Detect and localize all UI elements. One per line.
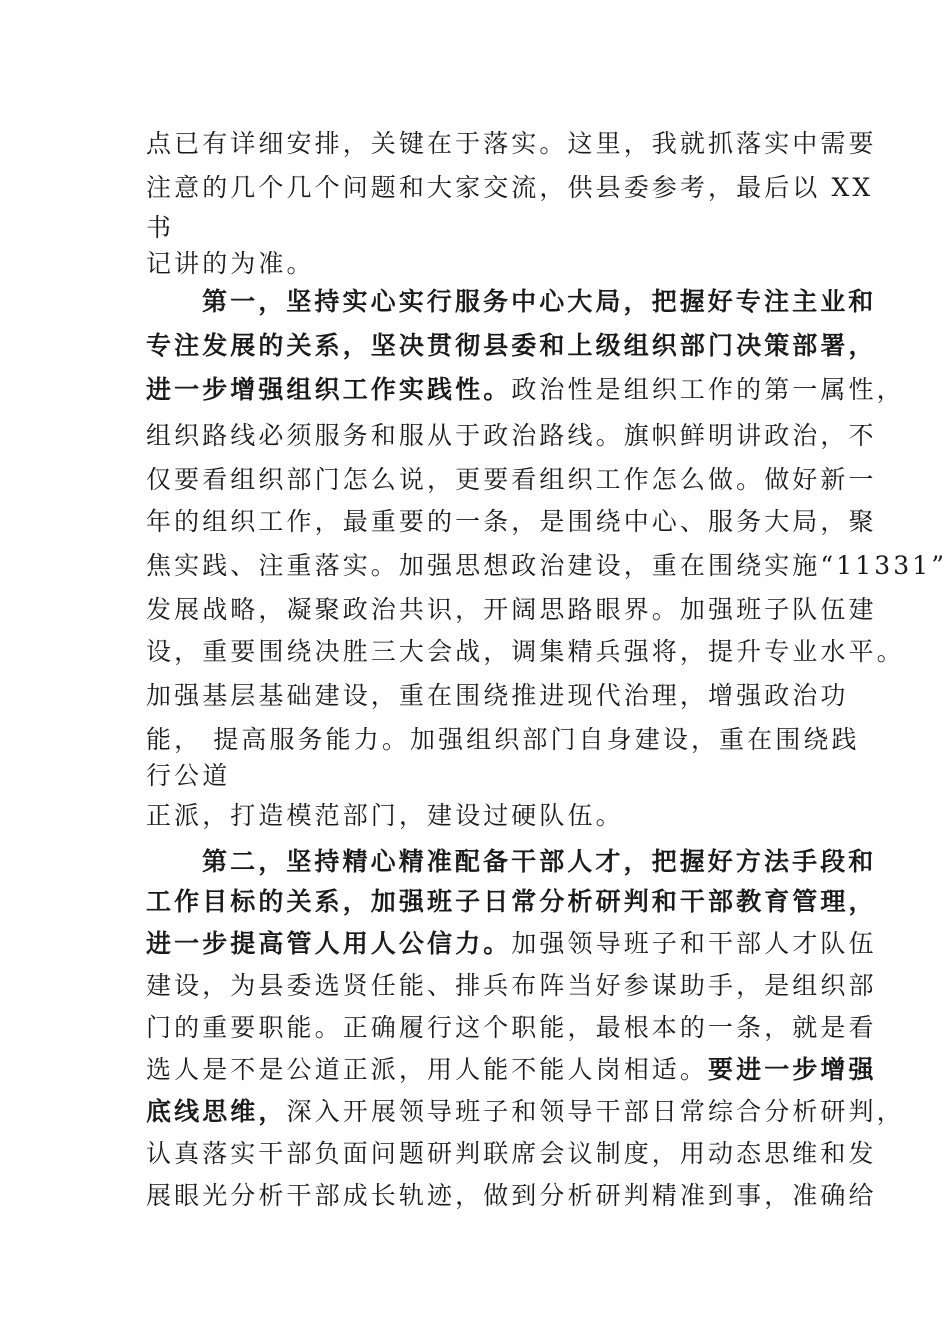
text-span: 发展战略，凝聚政治共识，开阔思路眼界。加强班子队伍建: [146, 595, 877, 624]
text-span: 点已有详细安排，关键在于落实。这里，我就抓落实中需要: [146, 129, 877, 158]
text-span: 正派，打造模范部门，建设过硬队伍。: [146, 801, 624, 830]
text-line: [146, 928, 877, 960]
heading-line: [146, 330, 877, 362]
text-line: [146, 1138, 877, 1170]
bold-span: 要进一步增强: [708, 1055, 877, 1084]
text-line: [146, 550, 947, 582]
heading-line: [202, 846, 876, 878]
bold-span: 第一，坚持实心实行服务中心大局，把握好专注主业和: [202, 287, 877, 316]
text-line: [146, 172, 873, 204]
bold-span: 底线思维，: [146, 1097, 287, 1126]
text-line: [146, 1054, 877, 1086]
text-span: 注意的几个几个问题和大家交流，供县委参考，最后以 XX: [146, 173, 874, 202]
text-line: [146, 464, 877, 496]
text-line: [146, 760, 230, 792]
bold-span: 进一步增强组织工作实践性。: [146, 375, 512, 404]
text-line: [146, 212, 174, 244]
text-line: [146, 724, 860, 756]
text-span: 焦实践、注重落实。加强思想政治建设，重在围绕实施“11331”: [146, 551, 948, 580]
text-line: [146, 248, 315, 280]
text-span: 选人是不是公道正派，用人能不能人岗相适。: [146, 1055, 709, 1084]
text-span: 建设，为县委选贤任能、排兵布阵当好参谋助手，是组织部: [146, 971, 877, 1000]
text-span: 政治性是组织工作的第一属性，: [511, 375, 905, 404]
text-span: 书: [146, 213, 175, 242]
text-line: [146, 1096, 905, 1128]
text-line: [146, 636, 905, 668]
text-span: 能， 提高服务能力。加强组织部门自身建设，重在围绕践: [146, 725, 860, 754]
bold-span: 专注发展的关系，坚决贯彻县委和上级组织部门决策部署，: [146, 331, 877, 360]
text-line: [146, 800, 624, 832]
text-span: 深入开展领导班子和领导干部日常综合分析研判，: [286, 1097, 905, 1126]
text-line: [146, 374, 905, 406]
text-line: [146, 970, 877, 1002]
text-span: 展眼光分析干部成长轨迹，做到分析研判精准到事，准确给: [146, 1181, 877, 1210]
text-line: [146, 594, 877, 626]
text-span: 认真落实干部负面问题研判联席会议制度，用动态思维和发: [146, 1139, 877, 1168]
bold-span: 工作目标的关系，加强班子日常分析研判和干部教育管理，: [146, 887, 877, 916]
text-span: 加强领导班子和干部人才队伍: [511, 929, 877, 958]
text-line: [146, 506, 877, 538]
text-span: 年的组织工作，最重要的一条，是围绕中心、服务大局，聚: [146, 507, 877, 536]
heading-line: [146, 886, 877, 918]
text-span: 行公道: [146, 761, 231, 790]
text-span: 记讲的为准。: [146, 249, 315, 278]
text-line: [146, 1012, 877, 1044]
text-span: 设，重要围绕决胜三大会战，调集精兵强将，提升专业水平。: [146, 637, 905, 666]
text-line: [146, 420, 877, 452]
text-span: 加强基层基础建设，重在围绕推进现代治理，增强政治功: [146, 681, 849, 710]
bold-span: 第二，坚持精心精准配备干部人才，把握好方法手段和: [202, 847, 877, 876]
text-line: [146, 128, 877, 160]
text-span: 仅要看组织部门怎么说，更要看组织工作怎么做。做好新一: [146, 465, 877, 494]
bold-span: 进一步提高管人用人公信力。: [146, 929, 512, 958]
text-line: [146, 1180, 877, 1212]
text-span: 组织路线必须服务和服从于政治路线。旗帜鲜明讲政治，不: [146, 421, 877, 450]
text-span: 门的重要职能。正确履行这个职能，最根本的一条，就是看: [146, 1013, 877, 1042]
heading-line: [202, 286, 876, 318]
text-line: [146, 680, 849, 712]
